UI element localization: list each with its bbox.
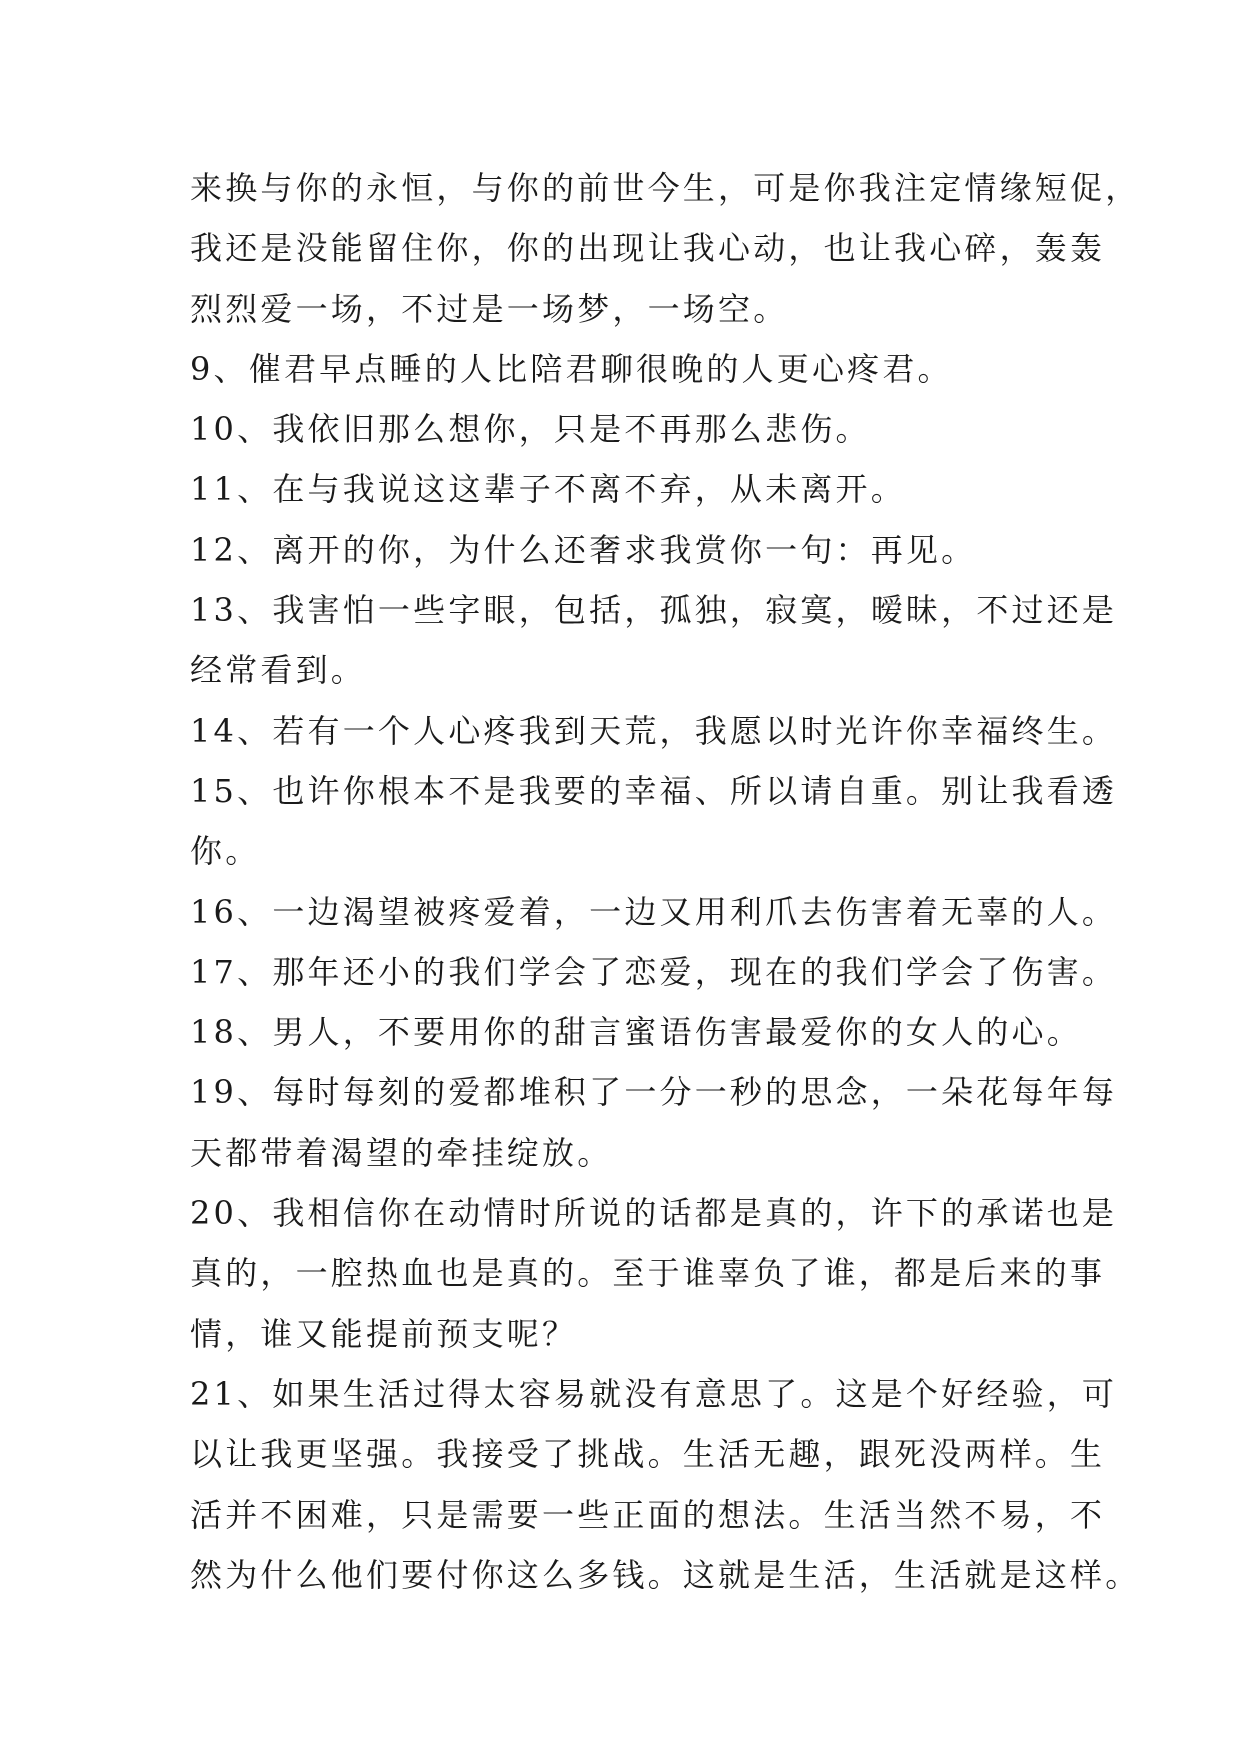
text-line: 20、我相信你在动情时所说的话都是真的，许下的承诺也是: [190, 1194, 1118, 1233]
text-line: 21、如果生活过得太容易就没有意思了。这是个好经验，可: [190, 1374, 1118, 1413]
document-body: [190, 158, 1141, 1605]
text-line: 16、一边渴望被疼爱着，一边又用利爪去伤害着无辜的人。: [190, 892, 1118, 931]
text-line: 情，谁又能提前预支呢？: [190, 1314, 578, 1353]
text-line: 来换与你的永恒，与你的前世今生，可是你我注定情缘短促，: [190, 169, 1141, 207]
text-line: 15、也许你根本不是我要的幸福、所以请自重。别让我看透: [190, 771, 1118, 810]
text-line: 以让我更坚强。我接受了挑战。生活无趣，跟死没两样。生: [190, 1435, 1106, 1474]
text-line: 真的，一腔热血也是真的。至于谁辜负了谁，都是后来的事: [190, 1254, 1106, 1293]
text-line: 经常看到。: [190, 651, 367, 690]
text-line: 12、离开的你，为什么还奢求我赏你一句：再见。: [190, 530, 977, 569]
text-line: 10、我依旧那么想你，只是不再那么悲伤。: [190, 410, 871, 449]
text-line: 然为什么他们要付你这么多钱。这就是生活，生活就是这样。: [190, 1555, 1141, 1594]
text-line: 天都带着渴望的牵挂绽放。: [190, 1133, 613, 1172]
text-line: 18、男人，不要用你的甜言蜜语伤害最爱你的女人的心。: [190, 1013, 1082, 1052]
text-line: 你。: [190, 832, 261, 871]
text-line: 我还是没能留住你，你的出现让我心动，也让我心碎，轰轰: [190, 229, 1106, 268]
text-line: 9、催君早点睡的人比陪君聊很晚的人更心疼君。: [190, 349, 953, 388]
text-line: 13、我害怕一些字眼，包括，孤独，寂寞，暧昧，不过还是: [190, 591, 1118, 630]
text-line: 活并不困难，只是需要一些正面的想法。生活当然不易，不: [190, 1495, 1106, 1534]
text-line: 17、那年还小的我们学会了恋爱，现在的我们学会了伤害。: [190, 952, 1118, 991]
text-line: 烈烈爱一场，不过是一场梦，一场空。: [190, 289, 789, 328]
text-line: 11、在与我说这这辈子不离不弃，从未离开。: [190, 470, 906, 509]
text-line: 14、若有一个人心疼我到天荒，我愿以时光许你幸福终生。: [190, 711, 1118, 750]
text-line: 19、每时每刻的爱都堆积了一分一秒的思念，一朵花每年每: [190, 1073, 1118, 1112]
